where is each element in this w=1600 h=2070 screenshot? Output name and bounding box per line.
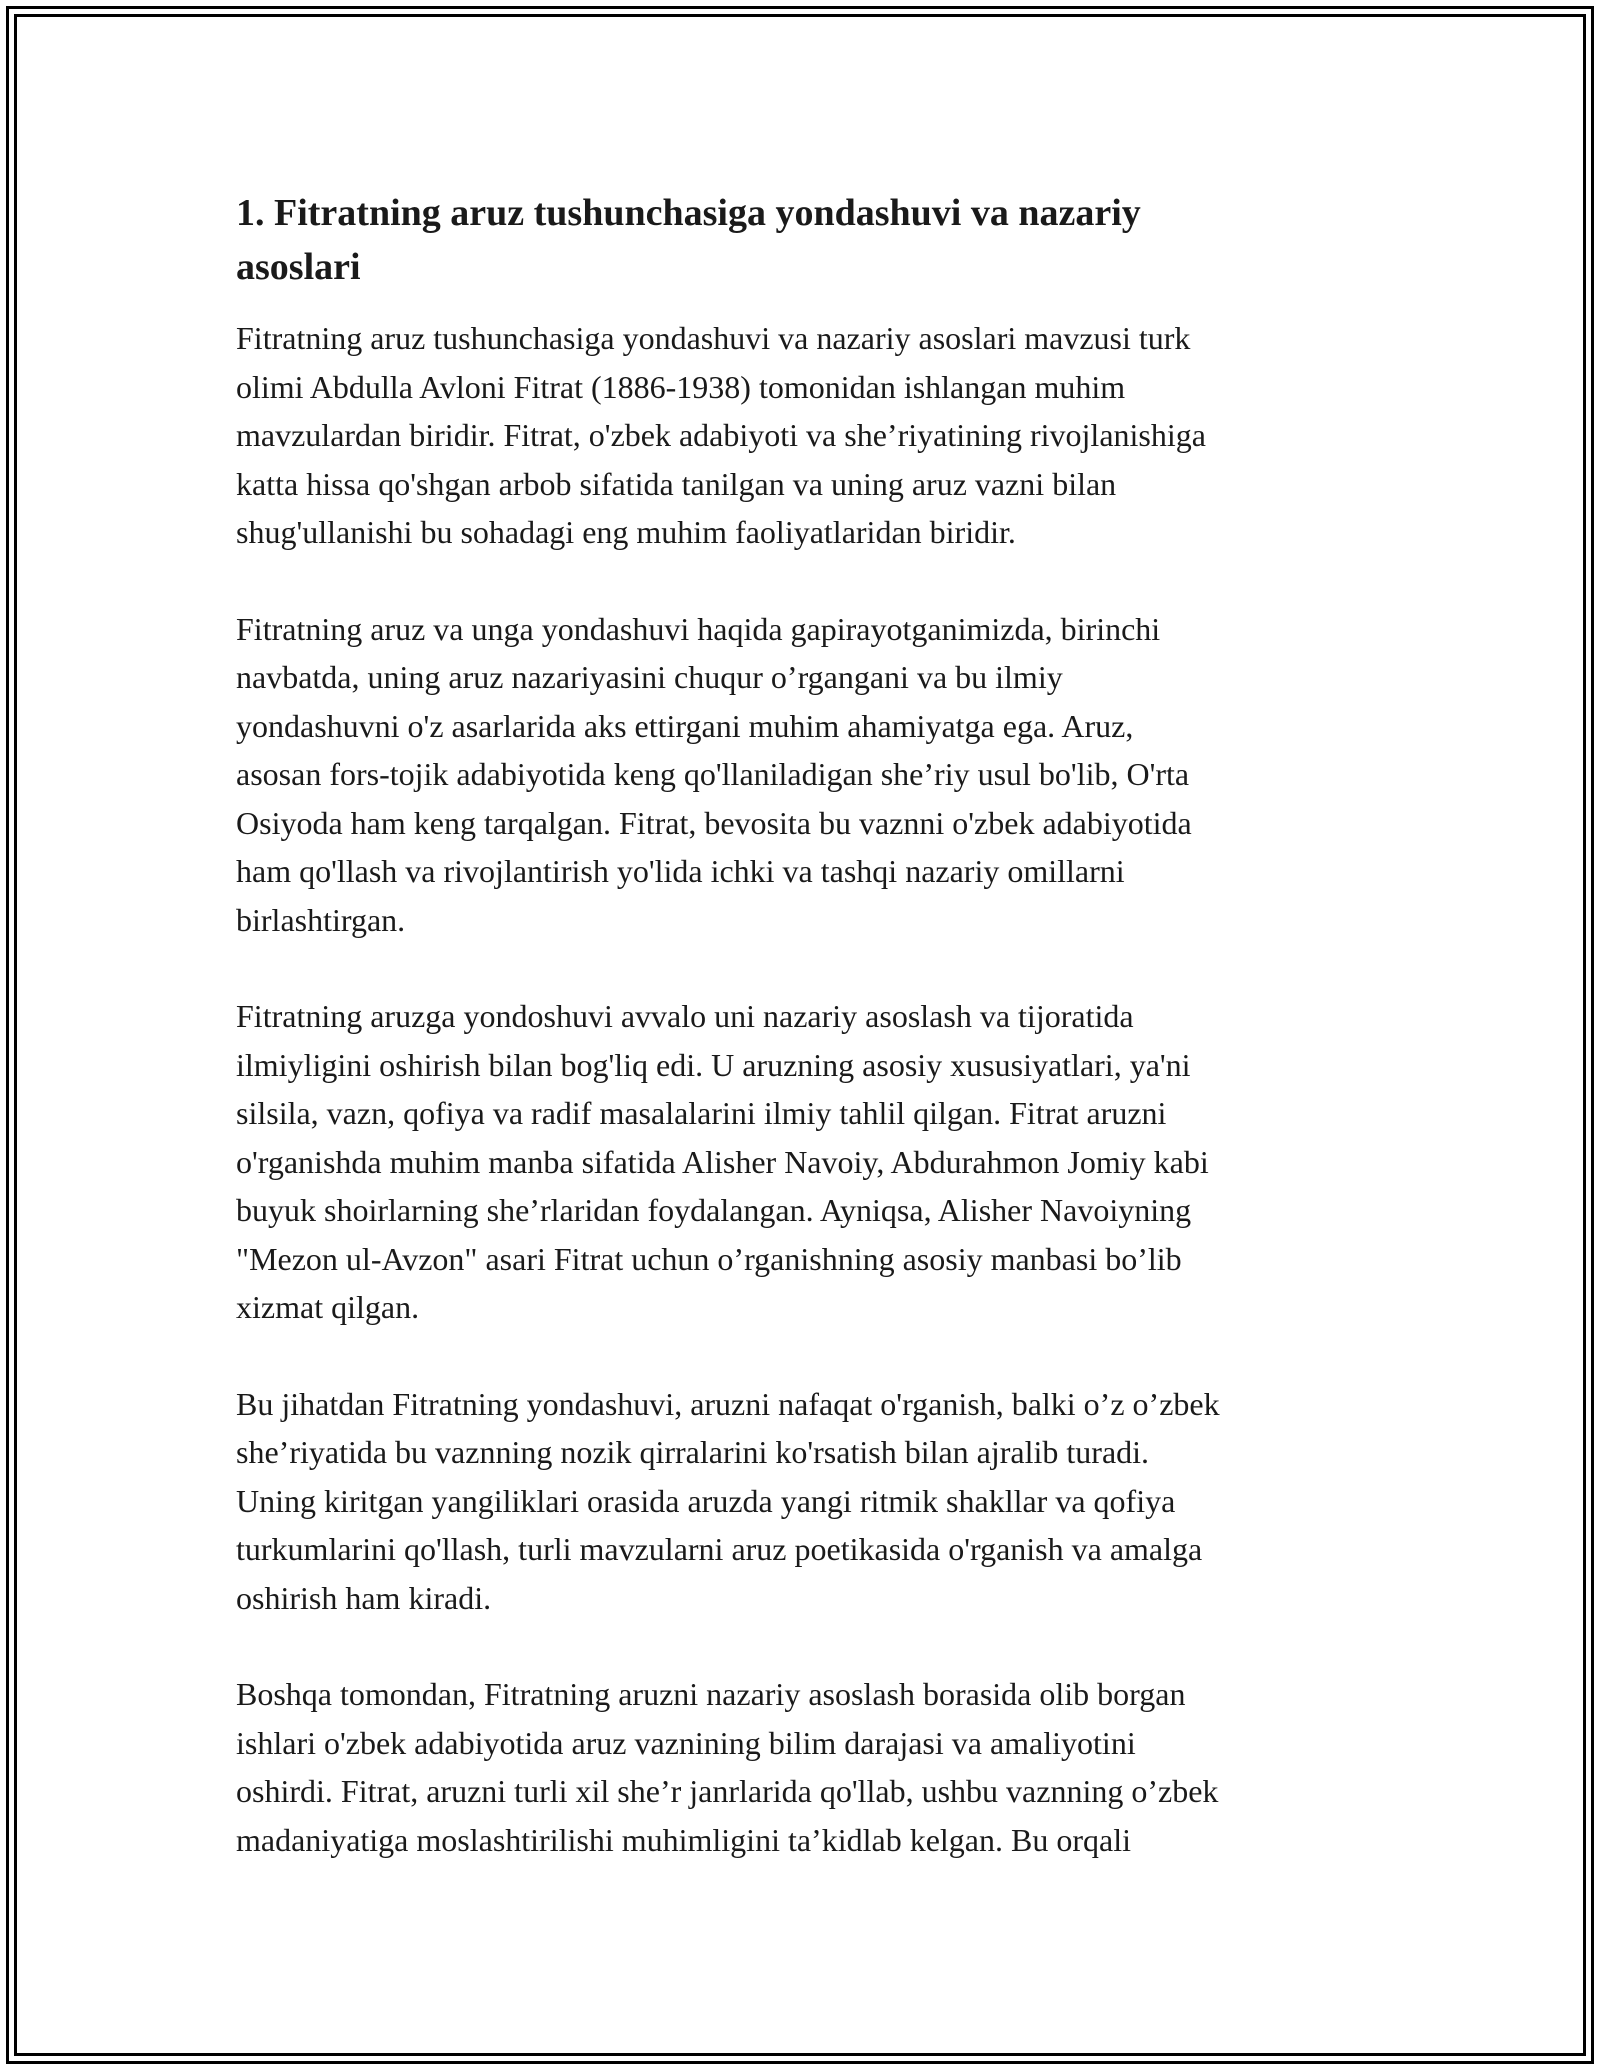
paragraph-2: Fitratning aruz va unga yondashuvi haqida gapirayotganimizda, birinchi navbatda, uning aruz nazariyasini chuqur o’rgangani va bu ilmiy yondashuvni o'z asarlarida aks ettirgani muhim ahamiyatga ega. Aruz, asosan fors-tojik adabiyotida keng qo'llaniladigan she’riy usul bo'lib, O'rta Osiyoda ham keng tarqalgan. Fitrat, bevosita bu vaznni o'zbek adabiyotida ham qo'llash va rivojlantirish yo'lida ichki va tashqi nazariy omillarni birlashtirgan. xyxy=(236,610,1192,938)
paragraph-4: Bu jihatdan Fitratning yondashuvi, aruzni nafaqat o'rganish, balki o’z o’zbek she’riyatida bu vaznning nozik qirralarini ko'rsatish bilan ajralib turadi. Uning kiritgan yangiliklari orasida aruzda yangi ritmik shakllar va qofiya turkumlarini qo'llash, turli mavzularni aruz poetikasida o'rganish va amalga oshirish ham kiradi. xyxy=(236,1385,1220,1616)
document-body xyxy=(236,186,1376,1912)
paragraph-1: Fitratning aruz tushunchasiga yondashuvi va nazariy asoslari mavzusi turk olimi Abdulla Avloni Fitrat (1886-1938) tomonidan ishlangan muhim mavzulardan biridir. Fitrat, o'zbek adabiyoti va she’riyatining rivojlanishiga katta hissa qo'shgan arbob sifatida tanilgan va uning aruz vazni bilan shug'ullanishi bu sohadagi eng muhim faoliyatlaridan biridir. xyxy=(236,320,1206,550)
paragraph-5: Boshqa tomondan, Fitratning aruzni nazariy asoslash borasida olib borgan ishlari o'zbek adabiyotida aruz vaznining bilim darajasi va amaliyotini oshirdi. Fitrat, aruzni turli xil she’r janrlarida qo'llab, ushbu vaznning o’zbek madaniyatiga moslashtirilishi muhimligini ta’kidlab kelgan. Bu orqali xyxy=(236,1676,1219,1858)
section-heading: 1. Fitratning aruz tushunchasiga yondashuvi va nazariy asoslari xyxy=(236,192,1141,288)
paragraph-3: Fitratning aruzga yondoshuvi avvalo uni nazariy asoslash va tijoratida ilmiyligini oshirish bilan bog'liq edi. U aruzning asosiy xususiyatlari, ya'ni silsila, vazn, qofiya va radif masalalarini ilmiy tahlil qilgan. Fitrat aruzni o'rganishda muhim manba sifatida Alisher Navoiy, Abdurahmon Jomiy kabi buyuk shoirlarning she’rlaridan foydalangan. Ayniqsa, Alisher Navoiyning "Mezon ul-Avzon" asari Fitrat uchun o’rganishning asosiy manbasi bo’lib xizmat qilgan. xyxy=(236,998,1209,1325)
